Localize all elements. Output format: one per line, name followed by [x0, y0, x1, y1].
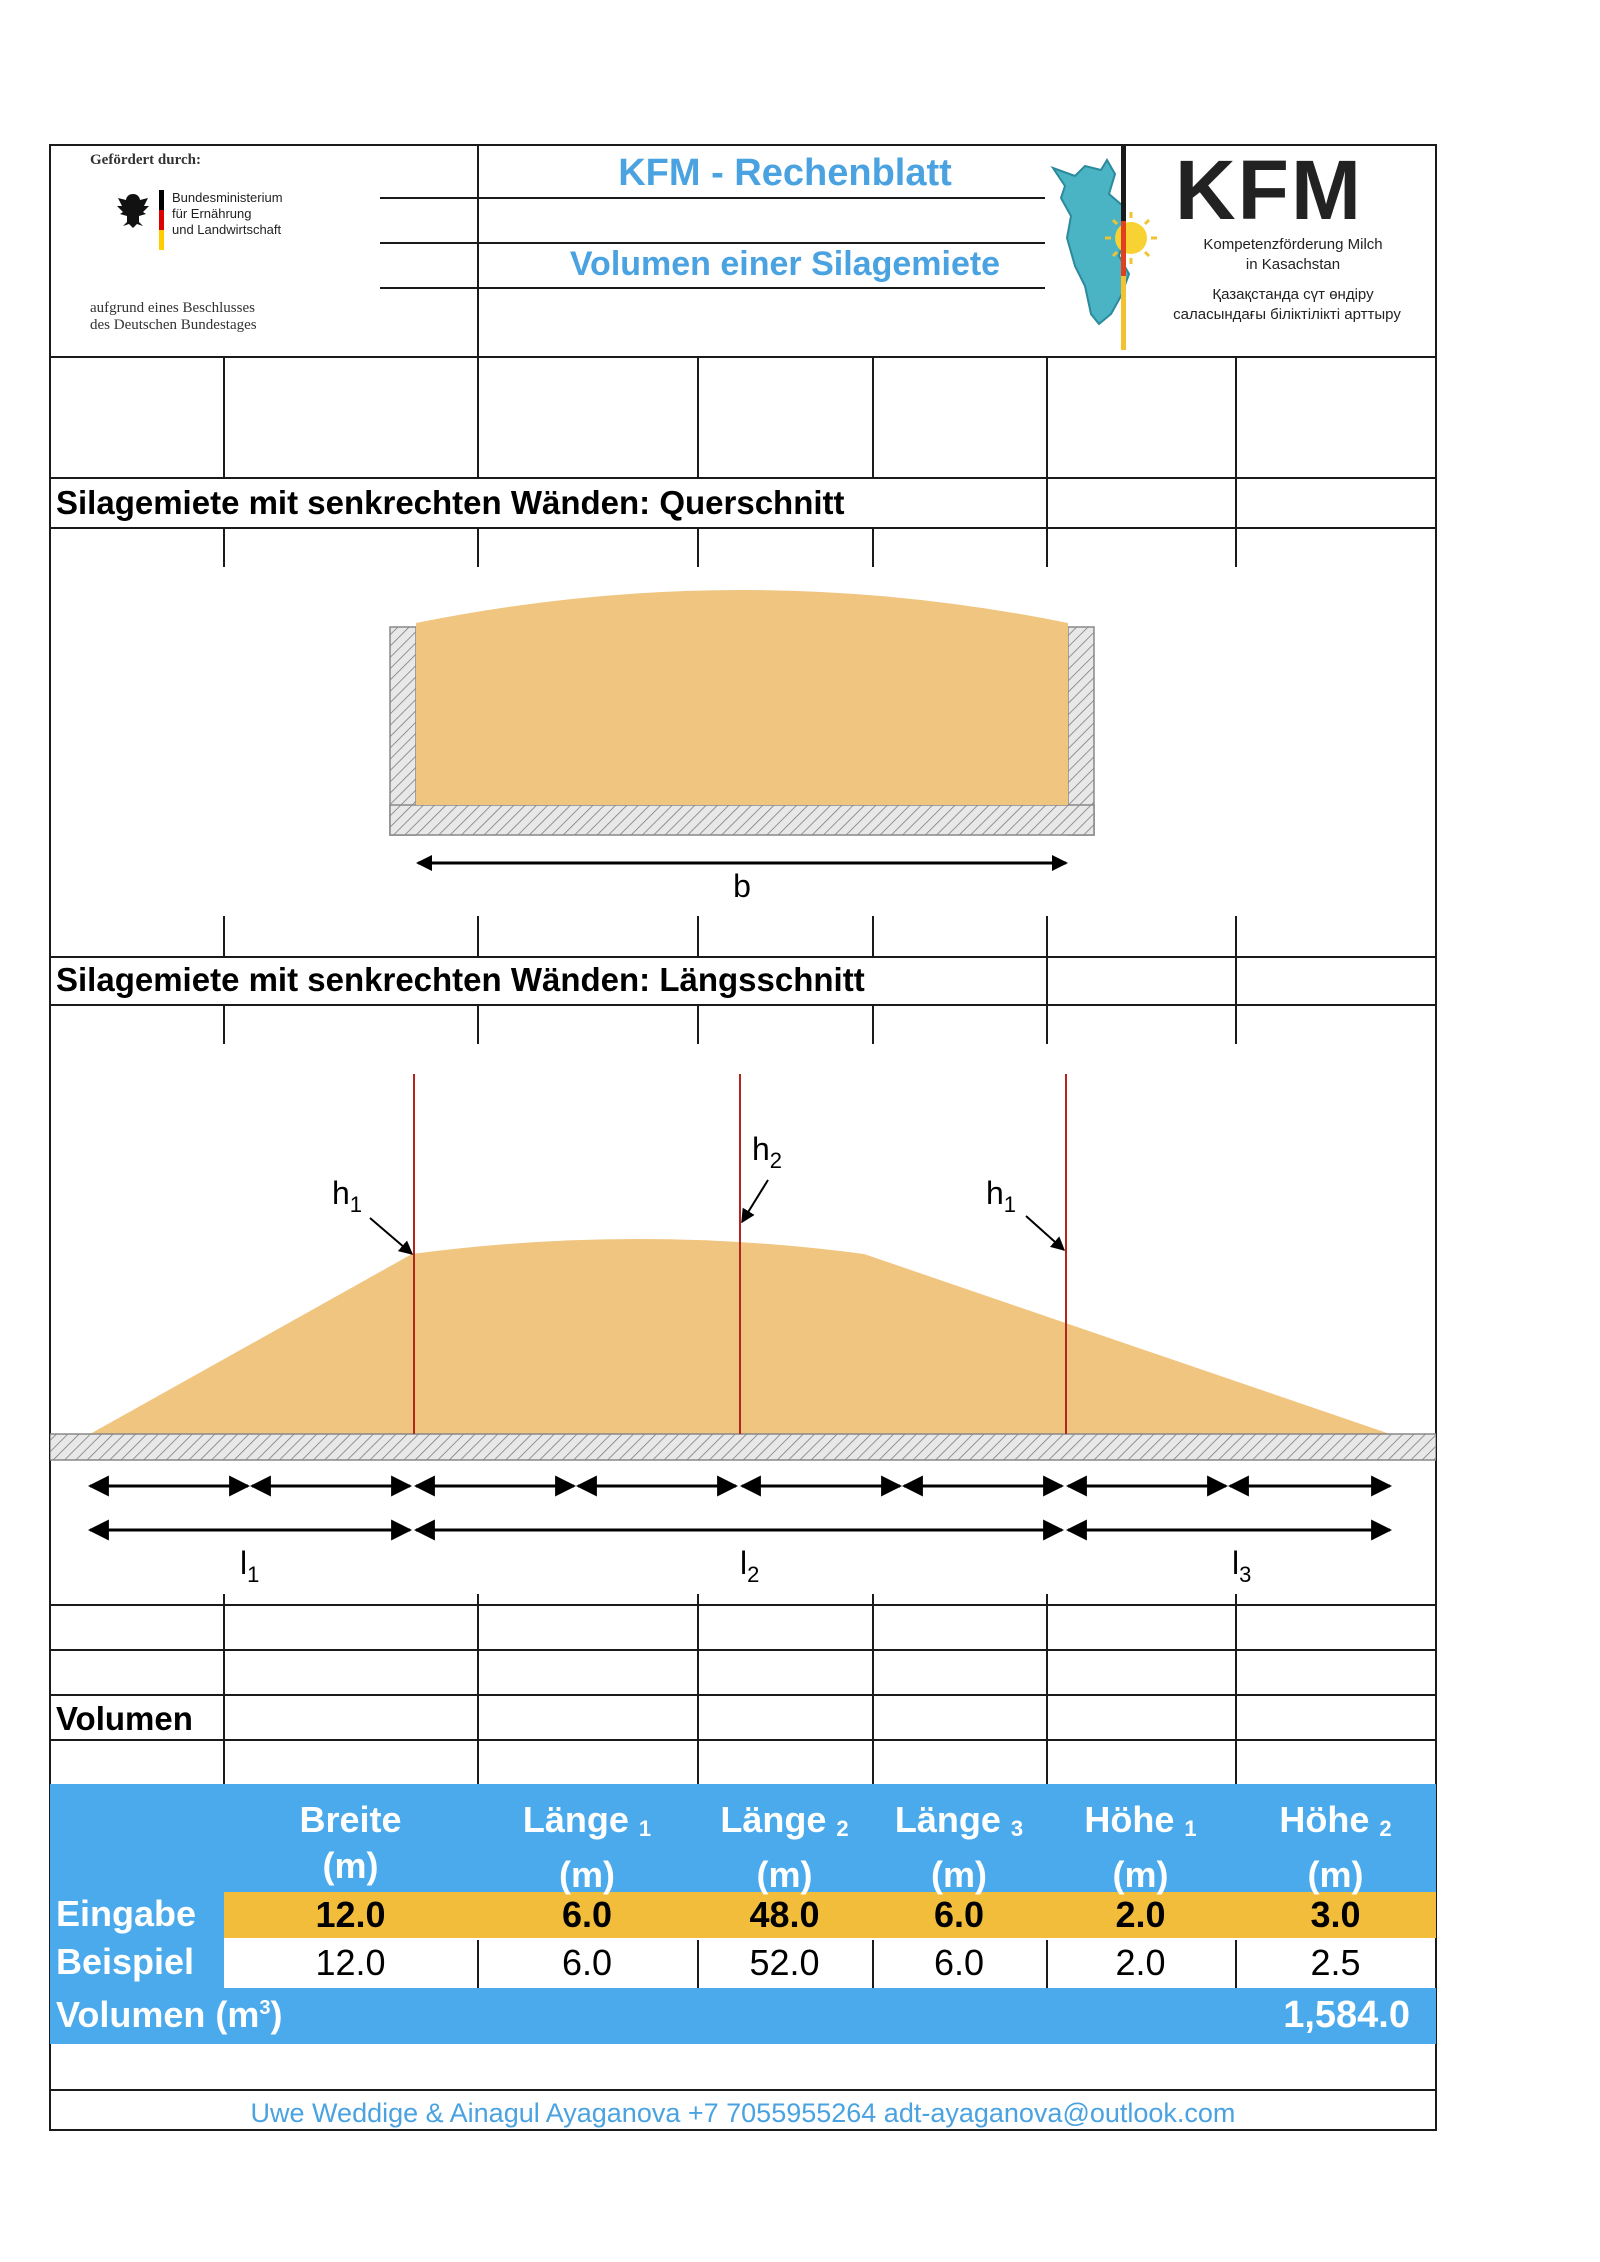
grid-line	[872, 356, 874, 477]
grid-tick	[477, 1594, 479, 1784]
grid-tick	[1046, 1594, 1048, 1784]
resolution-text: aufgrund eines Beschlusses	[90, 300, 255, 316]
ministry-name-line: für Ernährung	[172, 206, 252, 221]
col-header-hoehe-1: Höhe 1 (m)	[1084, 1799, 1197, 1895]
beispiel-laenge-2: 52.0	[749, 1942, 820, 1983]
col-header-laenge-1: Länge 1 (m)	[522, 1799, 652, 1895]
grid-line	[49, 1649, 1437, 1651]
grid-tick	[223, 1004, 225, 1044]
kfm-logo-line: in Kasachstan	[1245, 256, 1341, 273]
grid-line	[1046, 956, 1048, 1004]
col-header-hoehe-2: Höhe 2 (m)	[1279, 1799, 1392, 1895]
grid-tick	[223, 527, 225, 567]
grid-line	[49, 527, 1437, 529]
grid-tick	[872, 1594, 874, 1784]
volume-label: Volumen $(m^3)$	[56, 1994, 283, 2035]
silage-cross-section	[416, 590, 1068, 805]
col-header-breite: Breite (m)	[299, 1799, 402, 1886]
eingabe-label: Eingabe	[56, 1893, 197, 1934]
cross-section-title: Silagemiete mit senkrechten Wänden: Querschnitt	[56, 484, 845, 521]
grid-line	[477, 144, 479, 356]
grid-line	[1235, 356, 1237, 477]
ministry-name-line: Bundesministerium	[172, 190, 283, 205]
beispiel-breite: 12.0	[315, 1942, 386, 1983]
grid-tick	[872, 527, 874, 567]
floor-slab	[50, 1434, 1436, 1460]
col-header-laenge-3: Länge 3 (m)	[894, 1799, 1024, 1895]
grid-tick	[1046, 1004, 1048, 1044]
left-wall	[390, 627, 416, 835]
grid-line	[49, 1694, 1437, 1696]
eingabe-hoehe-1[interactable]: 2.0	[1115, 1894, 1166, 1935]
floor-slab	[390, 805, 1094, 835]
page-title: KFM - Rechenblatt	[618, 152, 952, 194]
grid-line	[1046, 477, 1048, 527]
kazakhstan-map-icon	[1045, 146, 1175, 356]
l2-label: $l_2$	[740, 1545, 760, 1587]
grid-line	[49, 2089, 1437, 2091]
h1-left-pointer	[370, 1218, 412, 1254]
h1-left-label: $h_1$	[332, 1175, 363, 1217]
border-bottom	[49, 2129, 1437, 2131]
grid-tick	[1235, 527, 1237, 567]
resolution-text: des Deutschen Bundestages	[90, 317, 257, 333]
grid-line	[49, 1604, 1437, 1606]
footer-contact: Uwe Weddige & Ainagul Ayaganova +7 7055955264 adt-ayaganova@outlook.com	[250, 2098, 1236, 2128]
grid-tick	[697, 1004, 699, 1044]
h2-pointer	[742, 1180, 768, 1222]
grid-line	[223, 356, 225, 477]
col-header-laenge-2: Länge 2 (m)	[720, 1799, 849, 1895]
grid-tick	[1235, 1004, 1237, 1044]
cross-section-diagram	[50, 567, 1436, 957]
flag-stripe	[159, 230, 164, 250]
page-subtitle: Volumen einer Silagemiete	[569, 245, 1001, 283]
l1-label: $l_1$	[240, 1545, 260, 1587]
kfm-logo-line: Kompetenzförderung Milch	[1203, 236, 1383, 253]
flag-stripe	[159, 190, 164, 210]
eingabe-laenge-2[interactable]: 48.0	[749, 1894, 820, 1935]
grid-tick	[477, 527, 479, 567]
grid-tick	[1235, 1594, 1237, 1784]
eingabe-laenge-1[interactable]: 6.0	[561, 1894, 613, 1935]
beispiel-laenge-3: 6.0	[933, 1942, 985, 1983]
arrow-head	[416, 855, 432, 871]
h1-right-label: $h_1$	[986, 1175, 1017, 1217]
volume-title: Volumen	[56, 1700, 193, 1737]
eingabe-laenge-3[interactable]: 6.0	[933, 1894, 985, 1935]
grid-tick	[697, 527, 699, 567]
sponsor-block	[88, 150, 378, 350]
l3-label: $l_3$	[1232, 1545, 1252, 1587]
grid-line	[477, 356, 479, 477]
grid-line	[49, 1739, 1437, 1741]
grid-line	[49, 1004, 1437, 1006]
ministry-name-line: und Landwirtschaft	[172, 222, 282, 237]
h2-label: $h_2$	[752, 1131, 783, 1173]
beispiel-hoehe-1: 2.0	[1115, 1942, 1166, 1983]
beispiel-hoehe-2: 2.5	[1310, 1942, 1361, 1983]
width-label: b	[733, 868, 751, 904]
eingabe-hoehe-2[interactable]: 3.0	[1310, 1894, 1361, 1935]
grid-line	[49, 356, 1437, 358]
grid-line	[1046, 356, 1048, 477]
grid-tick	[697, 1594, 699, 1784]
flag-stripe	[159, 210, 164, 230]
grid-line	[1235, 956, 1237, 1004]
beispiel-laenge-1: 6.0	[561, 1942, 613, 1983]
grid-line	[49, 477, 1437, 479]
eingabe-breite[interactable]: 12.0	[315, 1894, 386, 1935]
long-section-diagram	[50, 1044, 1436, 1594]
long-section-title: Silagemiete mit senkrechten Wänden: Längsschnitt	[56, 961, 865, 998]
sponsor-prefix: Gefördert durch:	[90, 152, 201, 168]
grid-line	[1235, 477, 1237, 527]
right-wall	[1068, 627, 1094, 835]
grid-tick	[477, 1004, 479, 1044]
arrow-head	[1052, 855, 1068, 871]
kfm-logo-line: саласындағы біліктілікті арттыру	[1173, 306, 1401, 323]
volume-value: 1,584.0	[1283, 1994, 1410, 2036]
beispiel-label: Beispiel	[56, 1941, 195, 1982]
kfm-logo	[1045, 143, 1435, 356]
federal-eagle-icon	[114, 190, 152, 232]
kfm-logo-line: Қазақстанда сүт өндіру	[1212, 286, 1374, 303]
kfm-logo-text: KFM	[1175, 143, 1363, 237]
grid-line	[697, 356, 699, 477]
grid-tick	[872, 1004, 874, 1044]
h1-right-pointer	[1026, 1216, 1064, 1250]
grid-tick	[223, 1594, 225, 1784]
grid-tick	[1046, 527, 1048, 567]
